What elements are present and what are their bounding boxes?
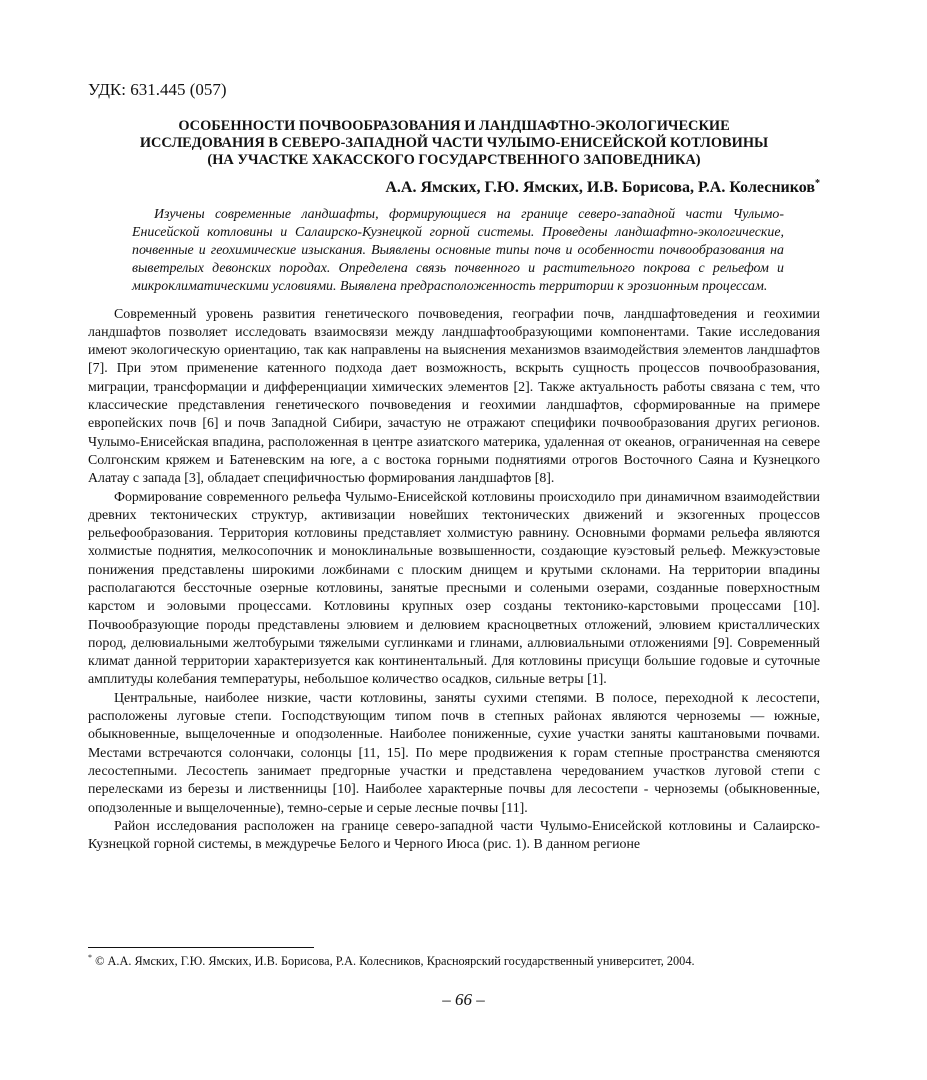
paragraph: Район исследования расположен на границе северо-западной части Чулымо-Енисейской котловины и Салаирско-Кузнецкой горной системы, в междуречье Белого и Черного Июса (рис. 1). В данном регионе — [88, 818, 820, 853]
authors: А.А. Ямских, Г.Ю. Ямских, И.В. Борисова, Р.А. Колесников — [385, 179, 815, 196]
authors-footnote-mark: * — [815, 178, 820, 189]
paragraph: Формирование современного рельефа Чулымо-Енисейской котловины происходило при динамичном взаимодействии древних тектонических структур, активизации новейших тектонических движений и экзогенных процессов рельефообразования. Территория котловины представляет холмистую равнину. Основными формами рельефа являются холмистые поднятия, мелкосопочник и моноклинальные возвышенности, создающие куэстовый рельеф. Межкуэстовые понижения представлены широкими ложбинами с плоским днищем и крутыми склонами. На территории впадины располагаются бессточные озерные котловины, занятые пресными и солеными озерами, созданные поверхностным карстом и эоловыми процессами. Котловины крупных озер созданы тектонико-карстовыми процессами [10]. Почвообразующие породы представлены элювием и делювием красноцветных отложений, элювием кристаллических пород, делювиальными желтобурыми тяжелыми суглинками и глинами, аллювиальными отложениями [9]. Современный климат данной территории характеризуется как континентальный. Для котловины присущи большие годовые и суточные амплитуды колебания температуры, небольшое количество осадков, сильные ветры [1]. — [88, 489, 820, 688]
footnote-text: © А.А. Ямских, Г.Ю. Ямских, И.В. Борисова, Р.А. Колесников, Красноярский государственный университет, 2004. — [95, 954, 695, 968]
abstract: Изучены современные ландшафты, формирующиеся на границе северо-западной части Чулымо-Енисейской котловины и Салаирско-Кузнецкой горной системы. Проведены ландшафтно-экологические, почвенные и геохимические изыскания. Выявлены основные типы почв и особенности почвообразования на выветрелых девонских породах. Определена связь почвенного и растительного покрова с рельефом и микроклиматическими условиями. Выявлена предрасположенность территории к эрозионным процессам. — [132, 207, 784, 294]
udk-code: УДК: 631.445 (057) — [88, 80, 227, 99]
page-number: – 66 – — [442, 990, 485, 1009]
footnote — [88, 954, 828, 969]
title-line: ИССЛЕДОВАНИЯ В СЕВЕРО-ЗАПАДНОЙ ЧАСТИ ЧУЛЫМО-ЕНИСЕЙСКОЙ КОТЛОВИНЫ — [139, 135, 769, 151]
authors-line — [88, 178, 820, 198]
footnote-divider — [88, 947, 314, 948]
paragraph: Современный уровень развития генетического почвоведения, географии почв, ландшафтоведения и геохимии ландшафтов позволяет исследовать взаимосвязи между ландшафтообразующими компонентами. Такие исследования имеют экологическую ориентацию, так как направлены на выяснения механизмов взаимодействия элементов ландшафтов [7]. При этом применение катенного подхода дает возможность, вскрыть сущность процессов почвообразования, миграции, трансформации и дифференциации химических элементов [2]. Также актуальность работы связана с тем, что классические представления генетического почвоведения и геохимии ландшафтов, сформированные на примере европейских почв [6] и почв Западной Сибири, зачастую не отражают специфики почвообразования других регионов. Чулымо-Енисейская впадина, расположенная в центре азиатского материка, удаленная от океанов, ограниченная на севере Солгонским кряжем и Батеневским на юге, а с востока горными поднятиями отрогов Восточного Саяна и Кузнецкого Алатау с запада [3], обладает специфичностью формирования ландшафтов [8]. — [88, 306, 820, 487]
title-line: (НА УЧАСТКЕ ХАКАССКОГО ГОСУДАРСТВЕННОГО ЗАПОВЕДНИКА) — [207, 152, 701, 168]
body-text — [88, 306, 820, 855]
paragraph: Центральные, наиболее низкие, части котловины, заняты сухими степями. В полосе, переходной к лесостепи, расположены луговые степи. Господствующим типом почв в степных районах являются черноземы — южные, обыкновенные, выщелоченные и оподзоленные. Наиболее пониженные, сухие участки заняты каштановыми почвами. Местами встречаются солончаки, солонцы [11, 15]. По мере продвижения к горам степные пространства сменяются лесостепными. Лесостепь занимает предгорные участки и представлена чередованием участков луговой степи с перелесками из березы и лиственницы [10]. Наиболее характерные почвы для лесостепи - черноземы (обыкновенные, оподзоленные и выщелоченные), темно-серые и серые лесные почвы [11]. — [88, 690, 820, 816]
footnote-mark: * — [88, 953, 92, 962]
article-title — [88, 118, 820, 169]
article — [88, 80, 820, 854]
title-line: ОСОБЕННОСТИ ПОЧВООБРАЗОВАНИЯ И ЛАНДШАФТНО-ЭКОЛОГИЧЕСКИЕ — [178, 118, 730, 134]
